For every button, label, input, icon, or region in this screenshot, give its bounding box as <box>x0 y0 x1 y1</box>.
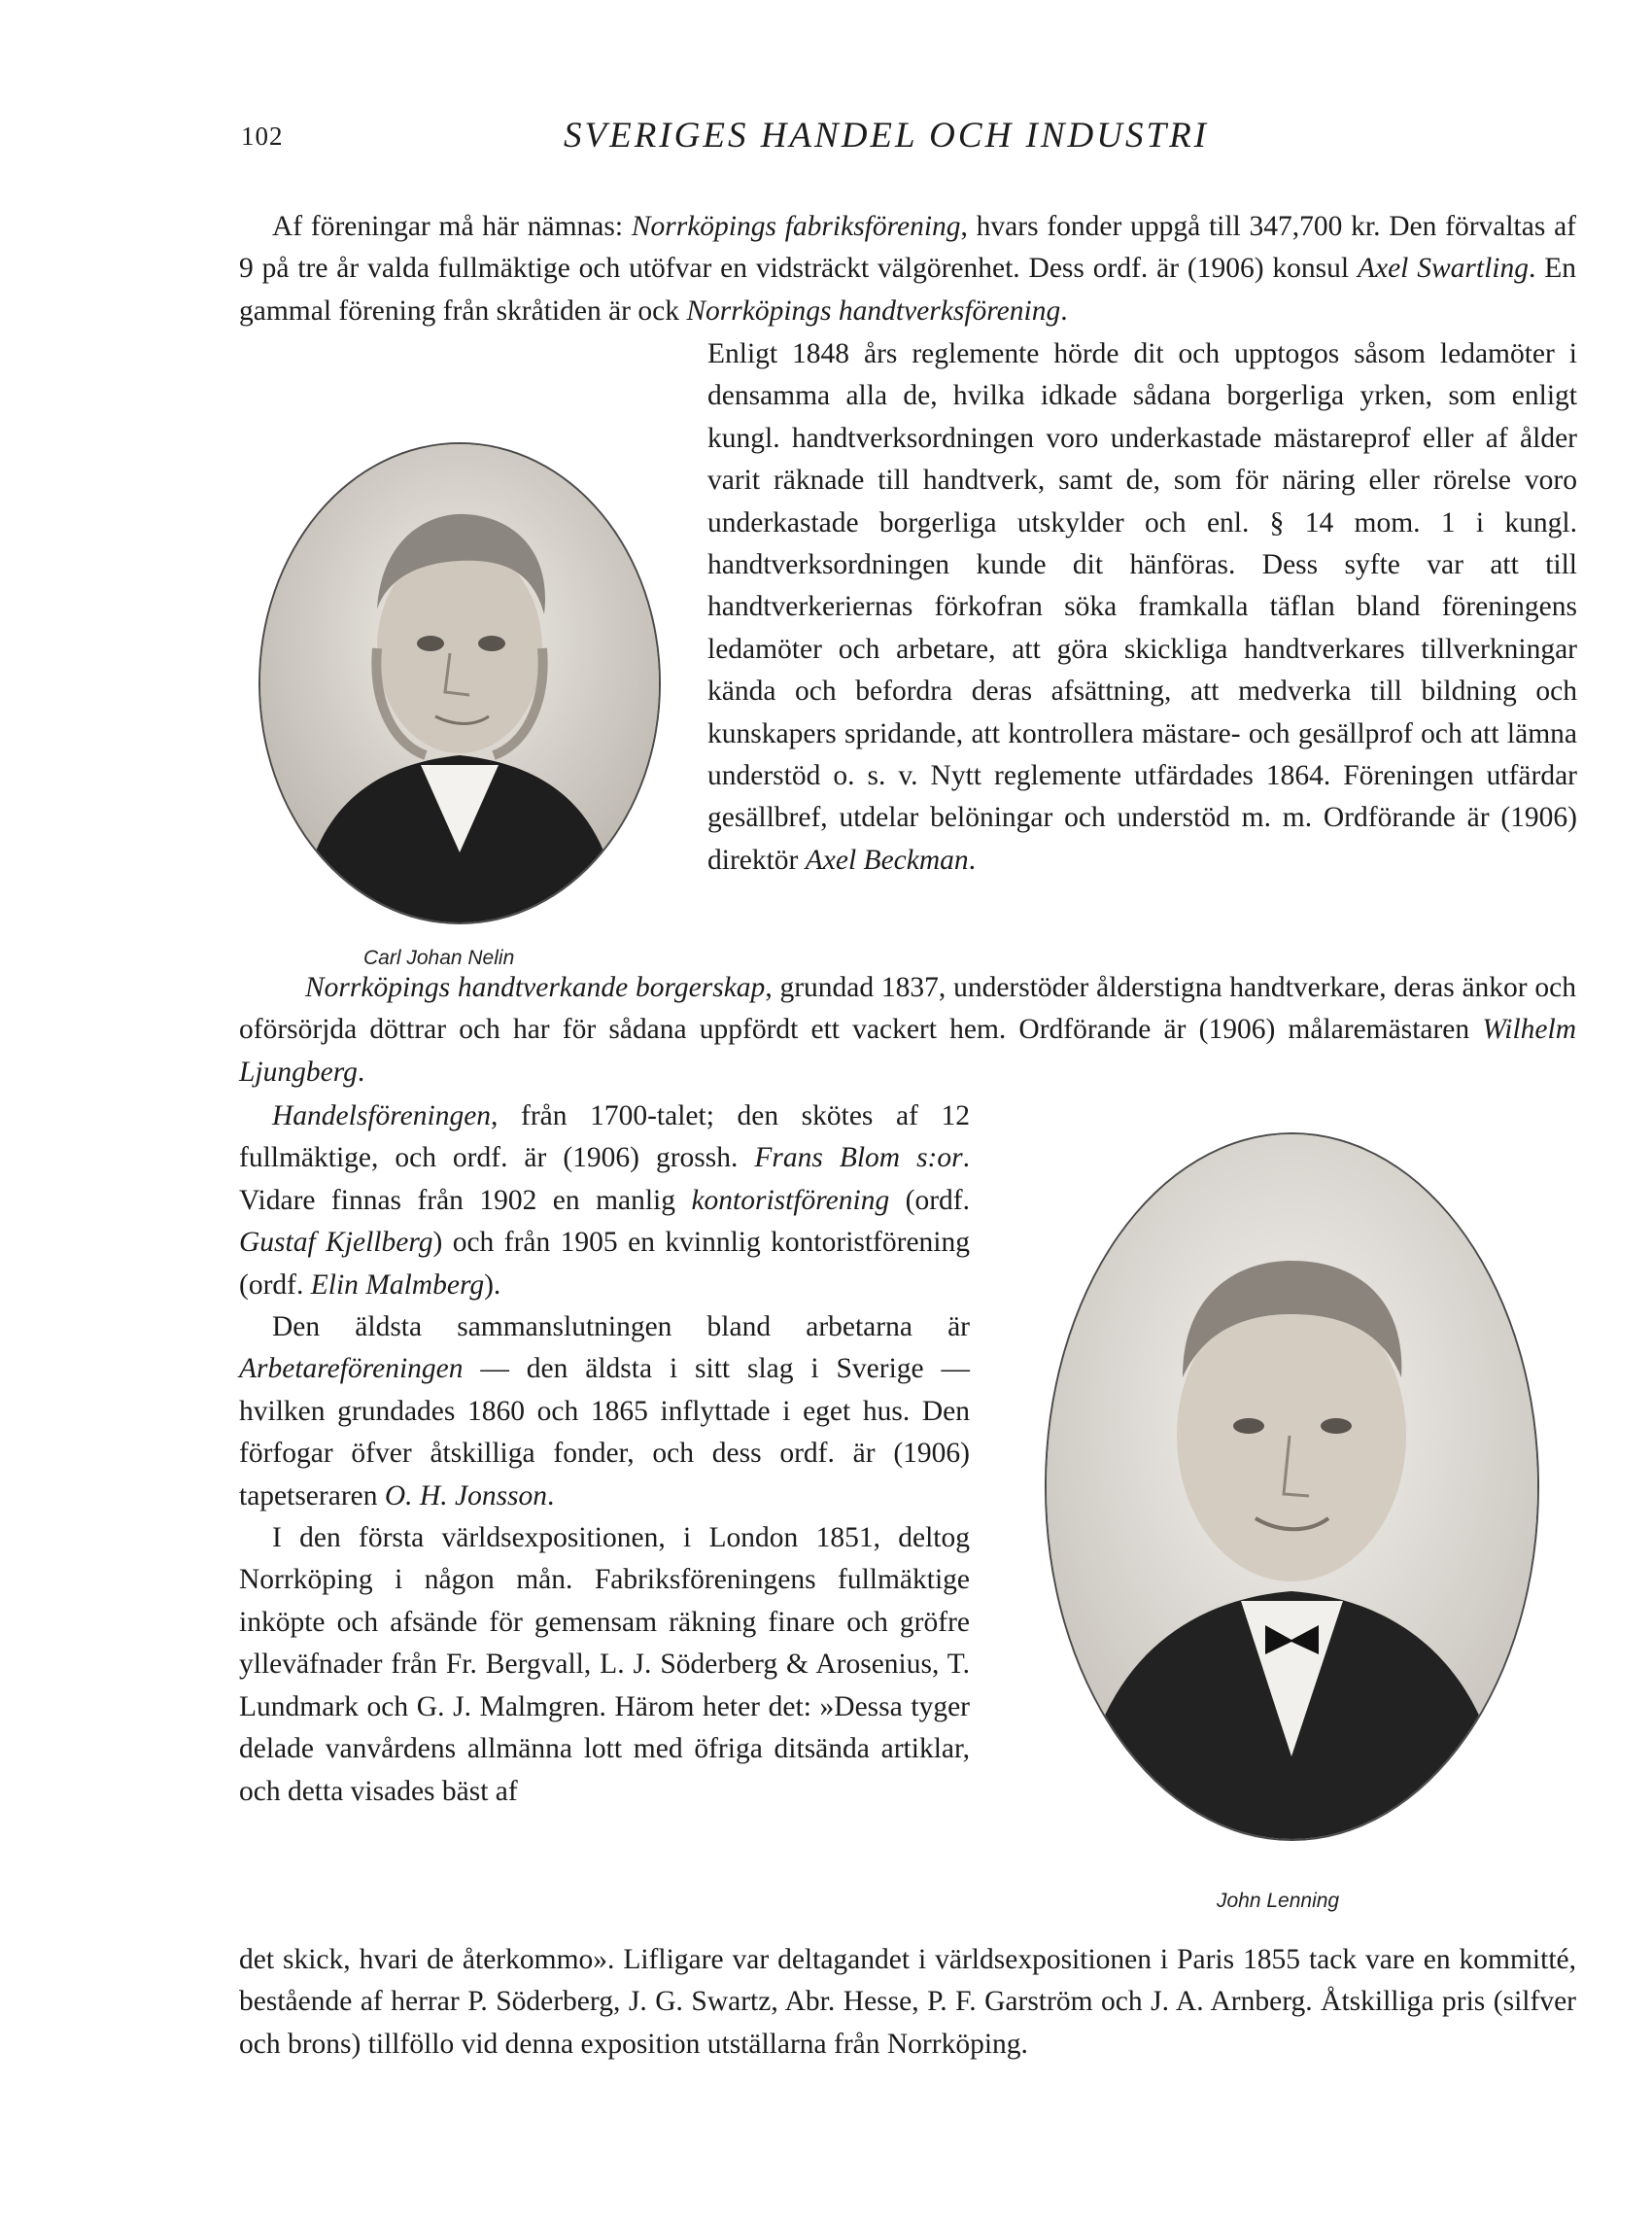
italic-name: Axel Beckman <box>805 844 969 876</box>
italic-name: Norrköpings fabriksförening <box>631 211 961 242</box>
text-run: , hvars fonder uppgå till 347,700 kr. Den förvaltas af 9 på tre år valda fullmäktige och utöfvar en vidsträckt välgörenhet. Dess ordf. är (1906) konsul <box>239 211 1576 285</box>
italic-name: Norrköpings handtverksförening <box>686 295 1061 327</box>
italic-name: Wilhelm Ljungberg <box>239 1014 1576 1088</box>
running-title: SVERIGES HANDEL OCH INDUSTRI <box>564 116 1209 156</box>
left-column <box>239 1095 970 1813</box>
text-run: . <box>968 844 977 876</box>
text-run: Den äldsta sammanslutningen bland arbetarna är <box>272 1311 970 1343</box>
italic-name: Elin Malmberg <box>310 1268 485 1301</box>
italic-name: O. H. Jonsson <box>384 1479 548 1511</box>
caption-portrait-1: Carl Johan Nelin <box>363 947 515 969</box>
paragraph-foreningar <box>239 206 1576 332</box>
paragraph-arbetareforeningen <box>239 1306 970 1517</box>
paragraph-handelsforeningen <box>239 1095 970 1306</box>
text-run: . Vidare finnas från 1902 en manlig <box>239 1142 970 1216</box>
caption-portrait-2: John Lenning <box>1217 1890 1340 1912</box>
italic-name: Gustaf Kjellberg <box>239 1227 433 1259</box>
text-run: . <box>357 1056 365 1088</box>
text-run: , grundad 1837, understöder ålderstigna handtverkare, deras änkor och oförsörjda döttrar och har för sådana uppfördt ett vackert hem. Ordförande är (1906) målaremästaren <box>239 972 1576 1046</box>
portrait-2-image <box>1047 1134 1537 1839</box>
text-run: — den äldsta i sitt slag i Sverige — hvilken grundades 1860 och 1865 inflyttade i eget hus. Den förfogar öfver åtskilliga fonder, och dess ordf. är (1906) tapetseraren <box>239 1353 970 1511</box>
portrait-john-lenning <box>1045 1132 1539 1841</box>
text-run: ) och från 1905 en kvinnlig kontoristförening (ordf. <box>239 1227 970 1301</box>
italic-name: Handelsföreningen <box>272 1100 492 1131</box>
italic-name: Norrköpings handtverkande borgerskap <box>305 972 766 1003</box>
portrait-1-image <box>260 444 659 922</box>
portrait-carl-johan-nelin <box>258 442 661 924</box>
italic-name: Arbetareföreningen <box>239 1353 464 1385</box>
italic-name: kontoristförening <box>691 1184 890 1216</box>
paragraph-varldsexposition <box>239 1517 970 1813</box>
text-run: Af föreningar må här nämnas: <box>272 211 632 242</box>
text-run: . <box>547 1479 555 1511</box>
text-run: . <box>1060 295 1068 327</box>
text-run: Enligt 1848 års reglemente hörde dit och upptogos såsom ledamöter i densamma alla de, hvilka idkade sådana borgerliga yrken, som enligt kungl. handtverksordningen voro underkastade mästareprof eller af ålder varit räknade till handtverk, samt de, som för näring eller rörelse voro underkastade borgerliga utskylder och enl. § 14 mom. 1 i kungl. handtverksordningen kunde dit hänföras. Dess syfte var att till handtverkeriernas förkofran söka framkalla täflan bland föreningens ledamöter och arbetare, att göra skickliga handtverkares tillverkningar kända och befordra deras afsättning, att medverka till bildning och kunskapers spridande, att kontrollera mästare- och gesällprof och att lämna understöd o. s. v. Nytt reglemente utfärdades 1864. Föreningen utfärdar gesällbref, utdelar belöningar och understöd m. m. Ordförande är (1906) direktör <box>707 338 1577 876</box>
text-run: (ordf. <box>889 1184 970 1216</box>
text-run: , från 1700-talet; den skötes af 12 fullmäktige, och ordf. är (1906) grossh. <box>239 1100 970 1174</box>
paragraph-borgerskap <box>239 967 1576 1094</box>
text-run: . En gammal förening från skråtiden är ock <box>239 253 1576 327</box>
italic-name: Frans Blom s:or <box>754 1142 963 1174</box>
page-number: 102 <box>241 122 284 151</box>
text-run: ). <box>484 1268 501 1301</box>
paragraph-paris-exposition: det skick, hvari de återkommo». Lifligare var deltagandet i världsexpositionen i Paris 1855 tack vare en kommitté, bestående af herrar P. Söderberg, J. G. Swartz, Abr. Hesse, P. F. Garström och J. A. Arnberg. Åtskilliga pris (silfver och brons) tillföllo vid denna exposition utställarna från Norrköping. <box>239 1944 1576 2060</box>
paragraph-handtverksforening <box>707 333 1577 882</box>
text-run: I den första världsexpositionen, i London 1851, deltog Norrköping i någon mån. Fabriksföreningens fullmäktige inköpte och afsände för gemensam räkning finare och gröfre ylleväfnader från Fr. Bergvall, L. J. Söderberg & Arosenius, T. Lundmark och G. J. Malmgren. Härom heter det: »Dessa tyger delade vanvårdens allmänna lott med öfriga ditsända artiklar, och detta visades bäst af <box>239 1522 970 1807</box>
italic-name: Axel Swartling <box>1357 253 1529 285</box>
